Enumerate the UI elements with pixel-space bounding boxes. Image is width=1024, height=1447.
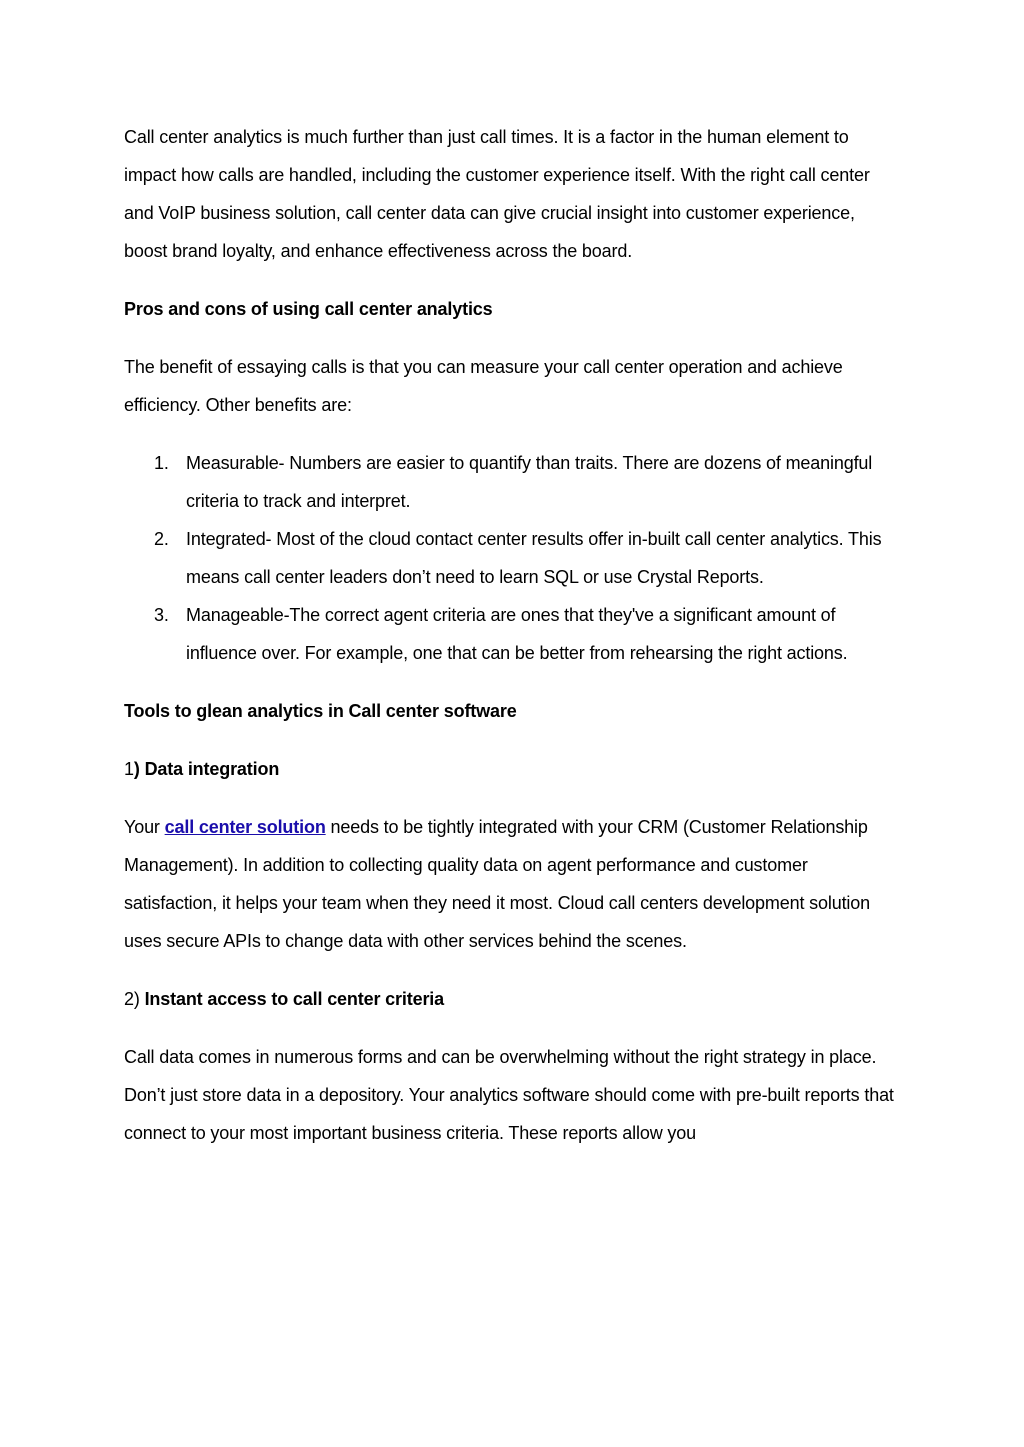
section2-title: Instant access to call center criteria [144, 989, 445, 1009]
list-item [124, 520, 900, 596]
section2-heading [124, 980, 900, 1018]
section1-paragraph [124, 808, 900, 960]
benefits-list [124, 444, 900, 672]
list-number: 3. [154, 605, 169, 625]
section1-heading [124, 750, 900, 788]
pros-cons-heading: Pros and cons of using call center analytics [124, 299, 493, 319]
pros-intro-paragraph: The benefit of essaying calls is that you can measure your call center operation and achieve efficiency. Other benefits are: [124, 357, 843, 415]
tools-heading: Tools to glean analytics in Call center software [124, 701, 517, 721]
list-number: 1. [154, 453, 169, 473]
list-item-text: Measurable- Numbers are easier to quantify than traits. There are dozens of meaningful criteria to track and interpret. [186, 453, 873, 511]
list-number: 2. [154, 529, 169, 549]
document-page [124, 118, 900, 1172]
list-item-text: Manageable-The correct agent criteria are ones that they've a significant amount of influence over. For example, one that can be better from rehearsing the right actions. [186, 605, 848, 663]
list-item-text: Integrated- Most of the cloud contact center results offer in-built call center analytics. This means call center leaders don’t need to learn SQL or use Crystal Reports. [186, 529, 882, 587]
list-item [124, 596, 900, 672]
intro-paragraph: Call center analytics is much further than just call times. It is a factor in the human element to impact how calls are handled, including the customer experience itself. With the right call center and VoIP business solution, call center data can give crucial insight into customer experience, boost brand loyalty, and enhance effectiveness across the board. [124, 127, 870, 261]
call-center-solution-link[interactable]: call center solution [164, 817, 326, 837]
section2-paragraph: Call data comes in numerous forms and can be overwhelming without the right strategy in place. Don’t just store data in a depository. Your analytics software should come with pre-built reports that connect to your most important business criteria. These reports allow you [124, 1047, 894, 1143]
section1-text-after: needs to be tightly integrated with your CRM (Customer Relationship Management). In addition to collecting quality data on agent performance and customer satisfaction, it helps your team when they need it most. Cloud call centers development solution uses secure APIs to change data with other services behind the scenes. [124, 817, 871, 951]
section2-number: 2) [124, 989, 145, 1009]
section1-text-before: Your [124, 817, 165, 837]
list-item [124, 444, 900, 520]
section1-number: 1 [124, 759, 134, 779]
section1-title: ) Data integration [133, 759, 280, 779]
